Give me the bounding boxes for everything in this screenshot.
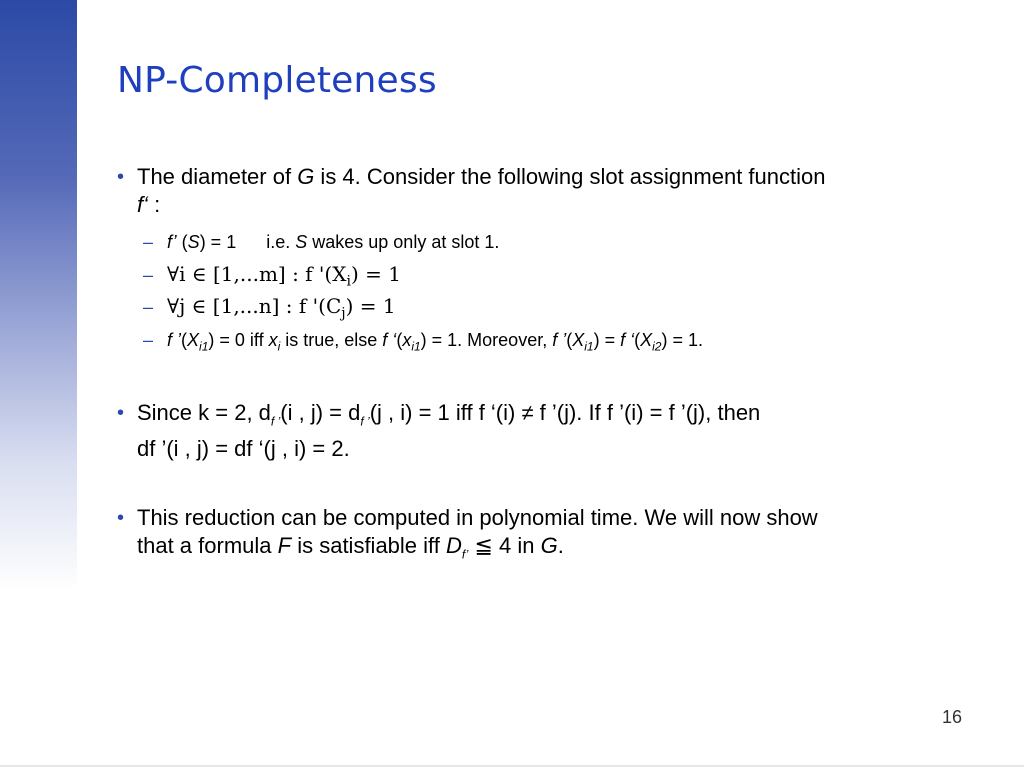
- slide-title: NP-Completeness: [117, 60, 437, 101]
- bullet-dot-icon: •: [117, 402, 125, 424]
- sub-bullet-forall-i: – ∀i ∈ [1,...m] : f '$(X_i) = 1$: [143, 262, 401, 290]
- bottom-rule: [0, 765, 1024, 767]
- bullet-dot-icon: •: [117, 166, 125, 188]
- sub-bullet-assignment: – f $’(X_{i1}) = 0$ iff $x_i$ is true, else f ‘$(x_{i1}) = 1$. Moreover, f $’(X_{i1}) = f$ ‘$(X_{i2}) = 1$.: [143, 330, 704, 354]
- dash-icon: –: [143, 330, 154, 350]
- sub-bullet-forall-j: – ∀j ∈ [1,...n] : f '$(C_j) = 1$: [143, 294, 396, 322]
- dash-icon: –: [143, 265, 154, 285]
- dash-icon: –: [143, 297, 154, 317]
- bullet-diameter: • The diameter of G is 4. Consider the following slot assignment function f‘ :: [117, 164, 826, 217]
- bullet-since-k: • Since k = 2, $d_{f ’}(i$ , $j) = d_{f ’}(j$ , i) = 1 iff f ‘(i) ≠ f ’(j). If f ’(i) = f ’(j), then df ’(i , j) = df ‘(j , i) = 2.: [117, 400, 761, 462]
- dash-icon: –: [143, 232, 154, 252]
- page-number: 16: [941, 707, 962, 727]
- decorative-sidebar: [0, 0, 77, 590]
- bullet-reduction: • This reduction can be computed in polynomial time. We will now show that a formula F is satisfiable iff $D_{f’}$ ≦ 4 in G.: [117, 505, 818, 562]
- bullet-dot-icon: •: [117, 507, 125, 529]
- sub-bullet-f-s: – f’ (S) = 1 i.e. S wakes up only at slot 1.: [143, 232, 500, 252]
